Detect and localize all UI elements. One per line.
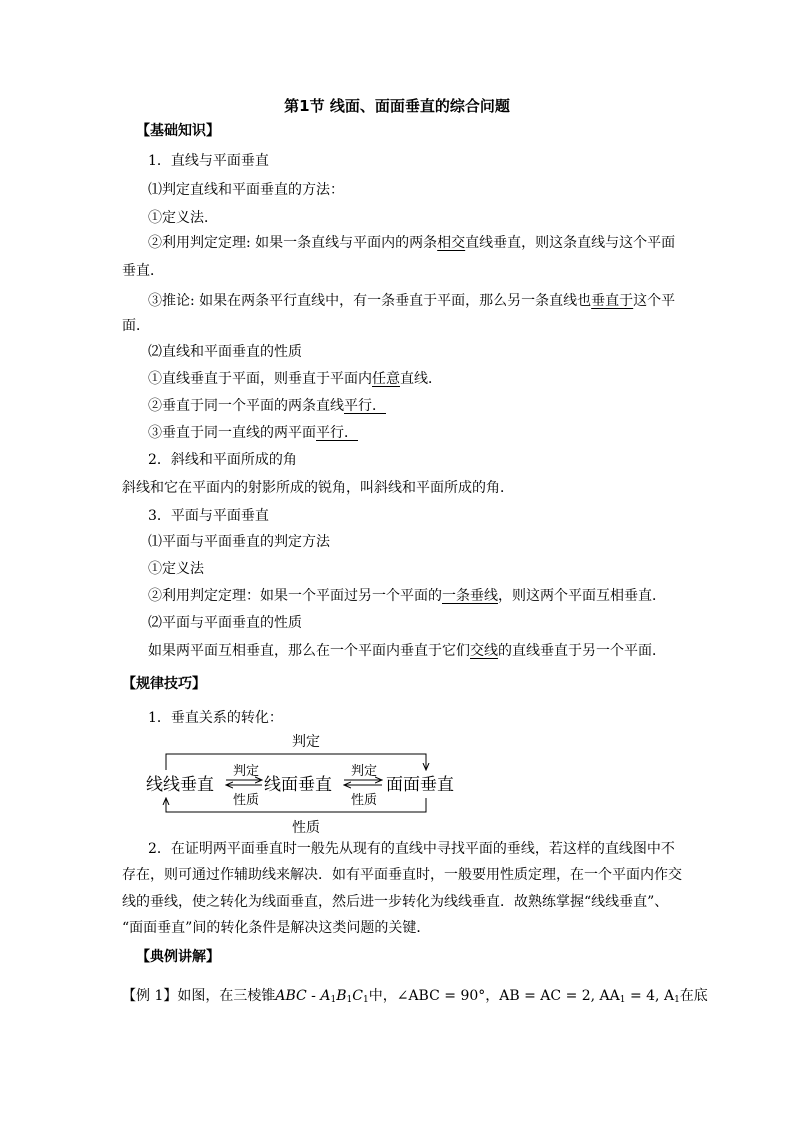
- underlined-term: 相交: [437, 235, 466, 251]
- text-segment: ①直线垂直于平面，则垂直于平面内: [148, 371, 372, 387]
- node-plane-plane: 面面垂直: [386, 775, 454, 795]
- method-corollary: [148, 292, 675, 310]
- underlined-term: 交线: [470, 643, 498, 659]
- arrow-label-property-1: 性质: [232, 793, 260, 808]
- underlined-term: 任意: [372, 371, 400, 387]
- subheading-plane-plane-properties: ⑵平面与平面垂直的性质: [148, 615, 302, 631]
- text-segment: 如图，在三棱锥: [177, 988, 276, 1004]
- bottom-feedback-arrow: [166, 798, 426, 812]
- vertex-c1: C: [352, 988, 363, 1004]
- subscript: 1: [619, 995, 626, 1005]
- method-theorem: [148, 234, 675, 252]
- section-heading-examples: 【典例讲解】: [136, 949, 220, 965]
- node-line-plane: 线面垂直: [264, 775, 332, 795]
- section-heading-tips: 【规律技巧】: [122, 676, 206, 692]
- underlined-term: 一条垂线: [442, 588, 498, 604]
- section-heading-basics: 【基础知识】: [136, 123, 220, 139]
- subheading-line-plane-criteria: ⑴判定直线和平面垂直的方法：: [148, 182, 344, 198]
- text-segment: ③垂直于同一直线的两平面: [148, 425, 316, 441]
- heading-oblique-angle: 2．斜线和平面所成的角: [148, 452, 297, 468]
- subheading-plane-plane-criteria: ⑴平面与平面垂直的判定方法: [148, 534, 330, 550]
- plane-plane-property: [148, 642, 666, 660]
- example-label: 【例 1】: [122, 988, 178, 1004]
- prism-base: ABC: [275, 988, 307, 1004]
- top-feedback-arrow: [166, 754, 426, 770]
- text-segment: ②利用判定定理: 如果一条直线与平面内的两条: [148, 235, 438, 251]
- example-1-statement: [122, 987, 708, 1005]
- subscript: 1: [674, 995, 680, 1005]
- condition-lengths-cont: = 4, A: [625, 988, 675, 1004]
- perpendicular-transformation-diagram: [146, 732, 476, 836]
- arrow-label-property-2: 性质: [350, 793, 378, 808]
- condition-angle: ∠ABC = 90°，: [396, 988, 500, 1004]
- underlined-term: 平行．: [344, 398, 386, 414]
- vertex-a1: A: [320, 988, 331, 1004]
- subscript: 1: [362, 995, 369, 1005]
- method-corollary-cont: 面．: [122, 318, 150, 334]
- diagram-bottom-label: 性质: [292, 820, 320, 836]
- heading-line-plane: 1．直线与平面垂直: [148, 153, 269, 169]
- text-segment: 的直线垂直于另一个平面．: [498, 643, 666, 659]
- method-definition: ①定义法．: [148, 210, 218, 226]
- property-3: [148, 424, 358, 442]
- text-segment: -: [306, 988, 321, 1004]
- oblique-angle-definition: 斜线和它在平面内的射影所成的锐角，叫斜线和平面所成的角．: [122, 480, 514, 496]
- tip-1: 1．垂直关系的转化：: [148, 710, 283, 726]
- page-title: 第1节 线面、面面垂直的综合问题: [284, 97, 510, 115]
- subheading-line-plane-properties: ⑵直线和平面垂直的性质: [148, 344, 302, 360]
- vertex-b1: B: [336, 988, 347, 1004]
- text-segment: 如果两平面互相垂直，那么在一个平面内垂直于它们: [148, 643, 470, 659]
- subscript: 1: [346, 995, 353, 1005]
- tip-2-line-2: 存在，则可通过作辅助线来解决．如有平面垂直时，一般要用性质定理，在一个平面内作交: [122, 867, 682, 883]
- text-segment: 在底: [679, 988, 708, 1004]
- condition-lengths: AB = AC = 2, AA: [499, 988, 620, 1004]
- tip-2-line-3: 线的垂线，使之转化为线面垂直，然后进一步转化为线线垂直．故熟练掌握“线线垂直”、: [122, 894, 669, 910]
- node-line-line: 线线垂直: [146, 775, 214, 795]
- diagram-top-label: 判定: [292, 734, 320, 750]
- arrow-label-judge-2: 判定: [350, 764, 378, 779]
- heading-plane-plane: 3．平面与平面垂直: [148, 508, 269, 524]
- text-segment: 这个平: [633, 293, 676, 309]
- underlined-term: 平行．: [316, 425, 358, 441]
- text-segment: ③推论: 如果在两条平行直线中，有一条垂直于平面，那么另一条直线也: [148, 293, 592, 309]
- text-segment: 中，: [368, 988, 397, 1004]
- subscript: 1: [330, 995, 337, 1005]
- text-segment: ②利用判定定理：如果一个平面过另一个平面的: [148, 588, 442, 604]
- text-segment: 直线垂直，则这条直线与这个平面: [465, 235, 676, 251]
- underlined-term: 垂直于: [591, 293, 634, 309]
- arrow-label-judge-1: 判定: [232, 764, 260, 779]
- tip-2-line-1: 2．在证明两平面垂直时一般先从现有的直线中寻找平面的垂线，若这样的直线图中不: [148, 841, 675, 857]
- text-segment: ，则这两个平面互相垂直．: [498, 588, 666, 604]
- text-segment: ②垂直于同一个平面的两条直线: [148, 398, 344, 414]
- text-segment: 直线．: [400, 371, 442, 387]
- method-theorem-cont: 垂直．: [122, 263, 164, 279]
- tip-2-line-4: “面面垂直”间的转化条件是解决这类问题的关键．: [122, 920, 431, 936]
- plane-method-definition: ①定义法: [148, 561, 204, 577]
- plane-method-theorem: [148, 587, 666, 605]
- property-1: [148, 370, 442, 388]
- property-2: [148, 397, 386, 415]
